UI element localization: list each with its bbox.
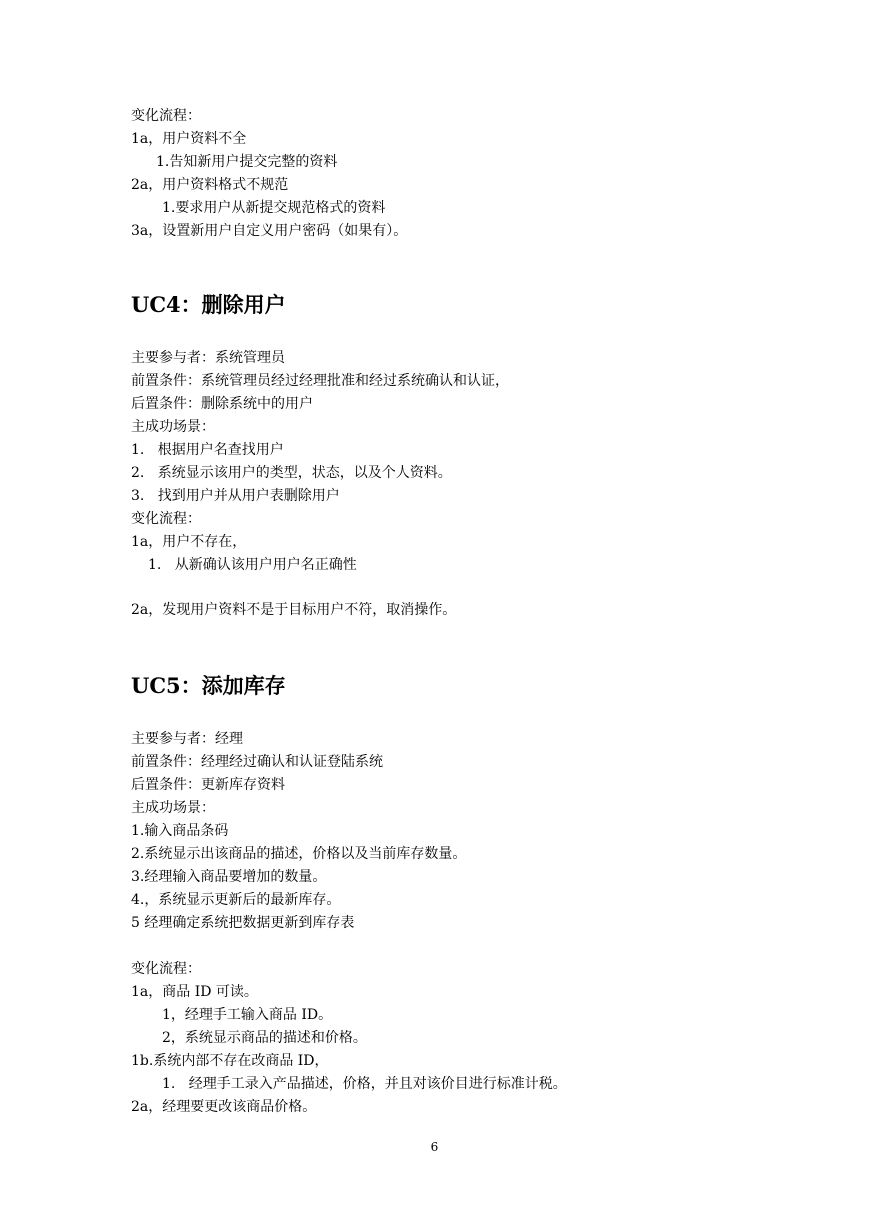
uc4-step: 3. 找到用户并从用户表删除用户 [131, 488, 340, 504]
uc4-variation-subitem: 1. 从新确认该用户用户名正确性 [148, 557, 357, 573]
uc4-precondition: 前置条件：系统管理员经过经理批准和经过系统确认和认证， [131, 373, 509, 389]
uc5-postcondition: 后置条件：更新库存资料 [131, 777, 285, 793]
page-number: 6 [430, 1140, 439, 1154]
variation-subitem: 1.要求用户从新提交规范格式的资料 [162, 200, 386, 216]
uc5-step: 1.输入商品条码 [131, 823, 229, 839]
uc5-step: 2.系统显示出该商品的描述，价格以及当前库存数量。 [131, 846, 467, 862]
uc4-variation-title: 变化流程： [131, 511, 201, 527]
uc5-step: 5 经理确定系统把数据更新到库存表 [131, 915, 355, 931]
uc5-main-scenario-title: 主成功场景： [131, 800, 215, 816]
uc5-variation-subitem: 2，系统显示商品的描述和价格。 [162, 1030, 367, 1046]
variation-item: 1a，用户资料不全 [131, 131, 247, 147]
uc4-postcondition: 后置条件：删除系统中的用户 [131, 396, 313, 412]
uc5-variation-title: 变化流程： [131, 961, 201, 977]
uc4-variation-item: 2a，发现用户资料不是于目标用户不符，取消操作。 [131, 602, 457, 618]
uc5-step: 4.，系统显示更新后的最新库存。 [131, 892, 341, 908]
uc5-step: 3.经理输入商品要增加的数量。 [131, 869, 327, 885]
uc4-main-scenario-title: 主成功场景： [131, 419, 215, 435]
variation-item: 3a，设置新用户自定义用户密码（如果有）。 [131, 223, 408, 239]
uc5-variation-item: 2a，经理要更改该商品价格。 [131, 1099, 317, 1115]
uc4-heading: UC4：删除用户 [131, 292, 286, 317]
variation-subitem: 1.告知新用户提交完整的资料 [156, 154, 338, 170]
uc5-heading: UC5：添加库存 [131, 673, 286, 698]
uc4-actor: 主要参与者：系统管理员 [131, 350, 285, 366]
uc5-actor: 主要参与者：经理 [131, 731, 243, 747]
uc4-step: 1. 根据用户名查找用户 [131, 442, 284, 458]
uc5-variation-subitem: 1，经理手工输入商品 ID。 [162, 1007, 333, 1023]
variation-item: 2a，用户资料格式不规范 [131, 177, 289, 193]
uc5-variation-subitem: 1. 经理手工录入产品描述，价格，并且对该价目进行标准计税。 [162, 1076, 567, 1092]
uc4-step: 2. 系统显示该用户的类型，状态，以及个人资料。 [131, 465, 452, 481]
uc5-variation-item: 1a，商品 ID 可读。 [131, 984, 258, 1000]
uc5-variation-item: 1b.系统内部不存在改商品 ID， [131, 1053, 329, 1069]
uc5-precondition: 前置条件：经理经过确认和认证登陆系统 [131, 754, 383, 770]
uc4-variation-item: 1a，用户不存在， [131, 534, 247, 550]
variation-title: 变化流程： [131, 108, 201, 124]
